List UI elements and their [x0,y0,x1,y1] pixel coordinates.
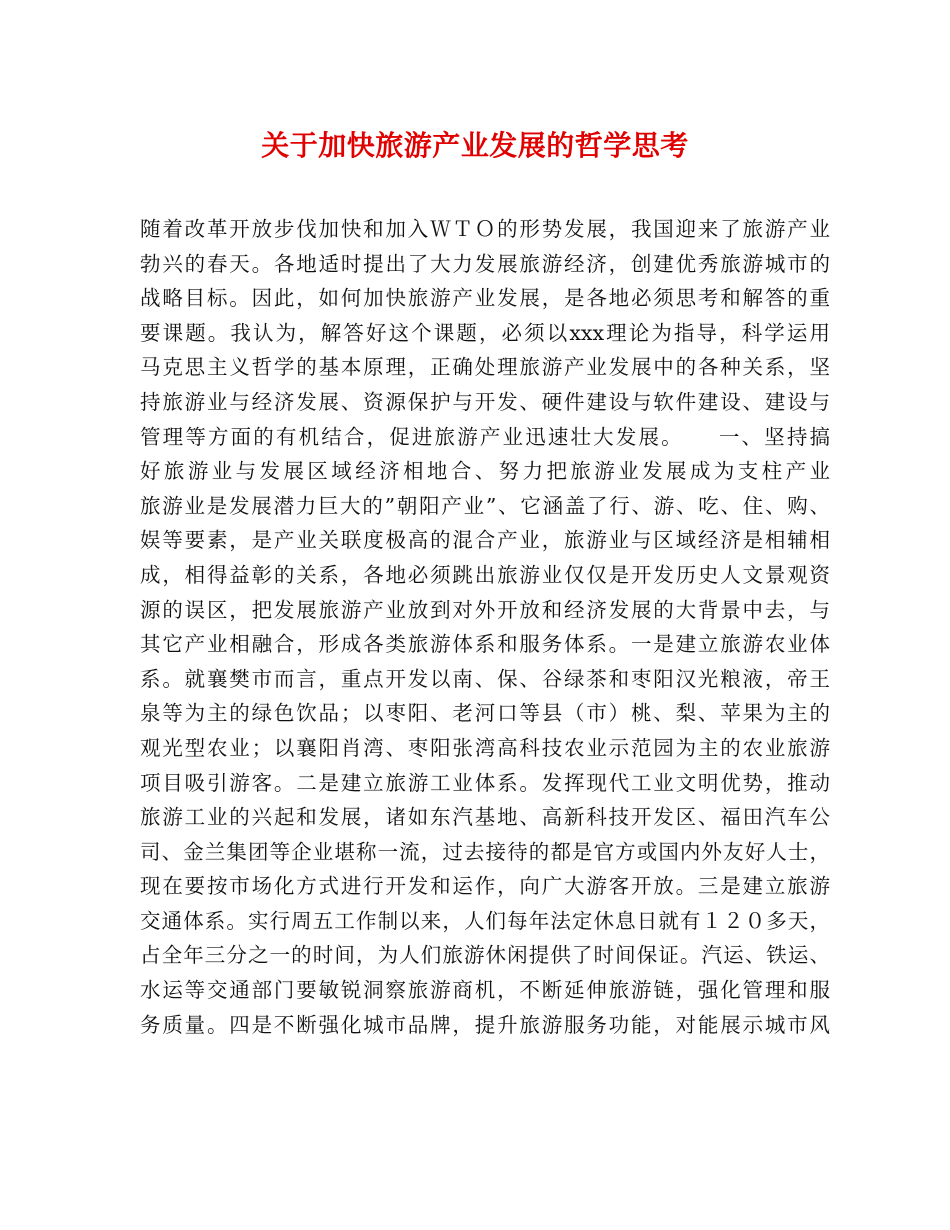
document-title: 关于加快旅游产业发展的哲学思考 [261,129,689,162]
body-line: 勃兴的春天。各地适时提出了大力发展旅游经济，创建优秀旅游城市的 [140,251,830,276]
body-line: 管理等方面的有机结合，促进旅游产业迅速壮大发展。 一、坚持搞 [140,424,830,449]
body-line: 水运等交通部门要敏锐洞察旅游商机，不断延伸旅游链，强化管理和服 [140,978,830,1003]
body-line: 源的误区，把发展旅游产业放到对外开放和经济发展的大背景中去，与 [140,597,830,622]
body-line: 交通体系。实行周五工作制以来，人们每年法定休息日就有１２０多天， [140,908,830,933]
body-line: 成，相得益彰的关系，各地必须跳出旅游业仅仅是开发历史人文景观资 [140,562,830,587]
body-line: 其它产业相融合，形成各类旅游体系和服务体系。一是建立旅游农业体 [140,632,830,657]
body-line: 战略目标。因此，如何加快旅游产业发展，是各地必须思考和解答的重 [140,286,830,311]
body-line: 现在要按市场化方式进行开发和运作，向广大游客开放。三是建立旅游 [140,874,830,899]
body-line: 旅游业是发展潜力巨大的”朝阳产业”、它涵盖了行、游、吃、住、购、 [140,493,830,518]
body-line: 随着改革开放步伐加快和加入ＷＴＯ的形势发展，我国迎来了旅游产业 [140,217,830,241]
body-line: 司、金兰集团等企业堪称一流，过去接待的都是官方或国内外友好人士， [140,839,830,864]
body-line: 好旅游业与发展区域经济相地合、努力把旅游业发展成为支柱产业 [140,459,830,484]
document-body [140,212,830,1042]
body-line: 占全年三分之一的时间，为人们旅游休闲提供了时间保证。汽运、铁运、 [140,943,830,968]
body-line: 娱等要素，是产业关联度极高的混合产业，旅游业与区域经济是相辅相 [140,528,830,553]
body-line: 持旅游业与经济发展、资源保护与开发、硬件建设与软件建设、建设与 [140,389,830,414]
body-line: 旅游工业的兴起和发展，诸如东汽基地、高新科技开发区、福田汽车公 [140,805,830,830]
body-line: 要课题。我认为，解答好这个课题，必须以xxx理论为指导，科学运用 [140,320,830,345]
body-line: 观光型农业；以襄阳肖湾、枣阳张湾高科技农业示范园为主的农业旅游 [140,735,830,760]
body-line: 系。就襄樊市而言，重点开发以南、保、谷绿茶和枣阳汉光粮液，帝王 [140,666,830,691]
body-line: 马克思主义哲学的基本原理，正确处理旅游产业发展中的各种关系，坚 [140,355,830,380]
body-line: 项目吸引游客。二是建立旅游工业体系。发挥现代工业文明优势，推动 [140,770,830,795]
body-line: 泉等为主的绿色饮品；以枣阳、老河口等县（市）桃、梨、苹果为主的 [140,701,830,726]
body-line: 务质量。四是不断强化城市品牌，提升旅游服务功能，对能展示城市风 [140,1012,830,1037]
